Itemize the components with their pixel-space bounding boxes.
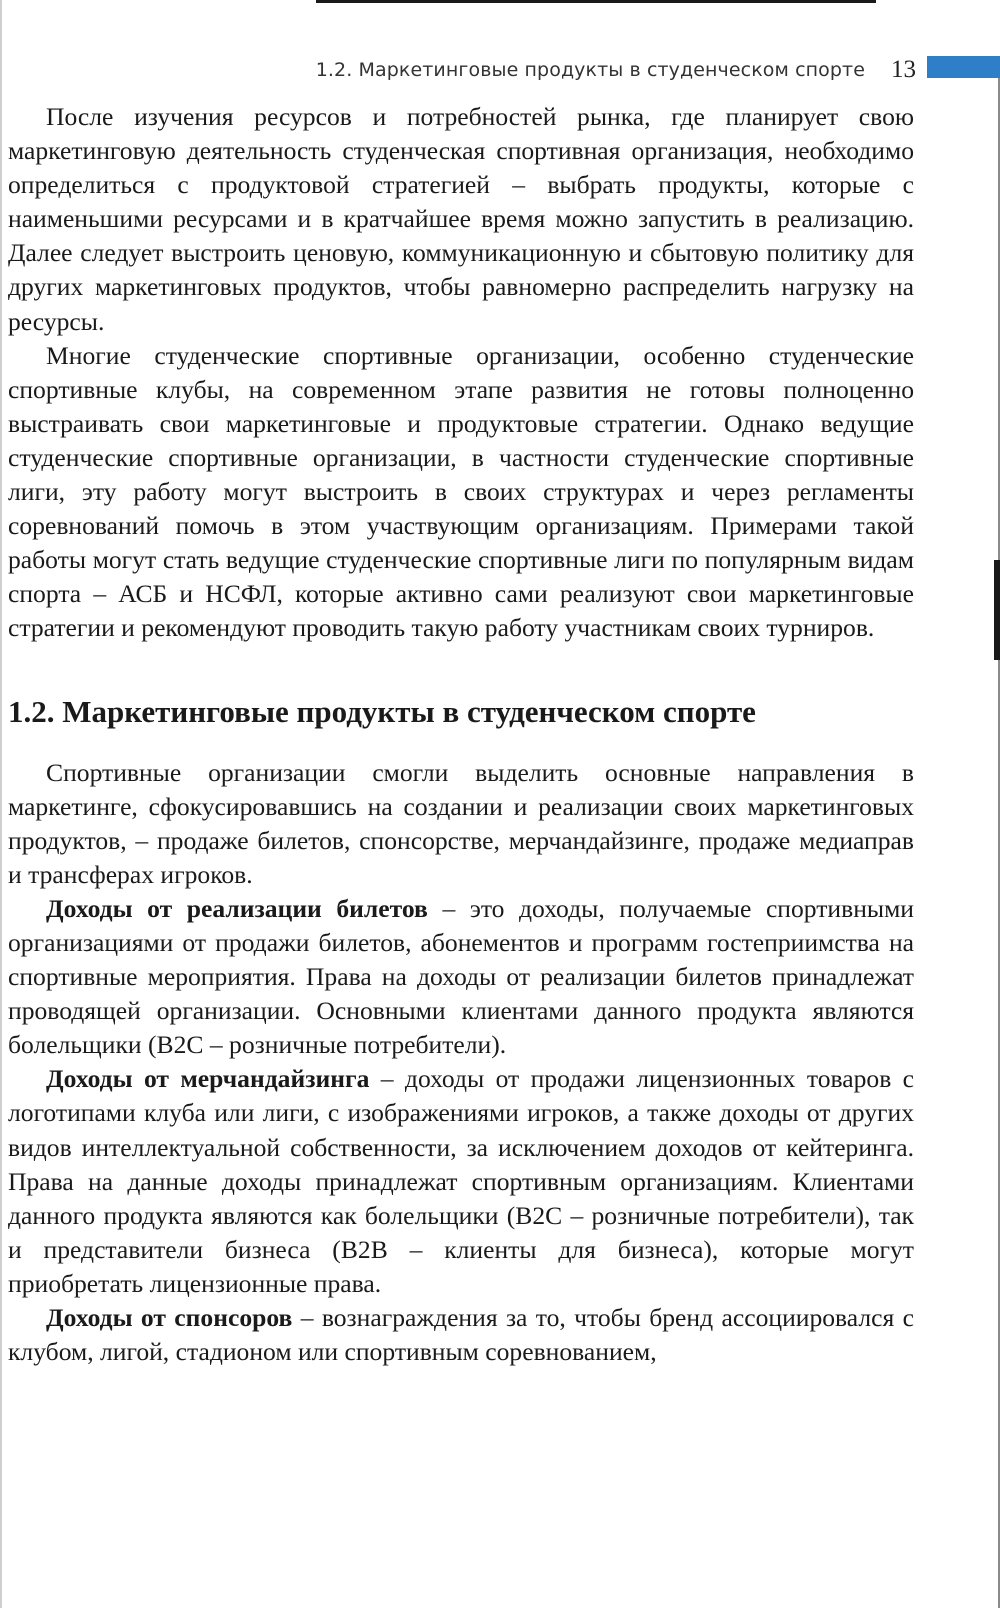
paragraph: Многие студенческие спортивные организации, особенно студенческие спортивные клубы, на современном этапе развития не готовы полноценно выстраивать свои маркетинговые и продуктовые стратегии. Однако ведущие студенческие спортивные организации, в частности студенческие спортивные лиги, эту работу могут выстроить в своих структурах и через регламенты соревнований помочь в этом участвующим организациям. Примерами такой работы могут стать ведущие студенческие спортивные лиги по популярным видам спорта – АСБ и НСФЛ, которые активно сами реализуют свои маркетинговые стратегии и рекомендуют проводить такую работу участникам своих турниров.	[8, 340, 914, 643]
chapter-tab-marker	[927, 56, 1000, 78]
top-rule	[316, 0, 876, 3]
definition-paragraph	[8, 892, 914, 1062]
left-page-edge	[0, 0, 2, 1608]
page-body	[8, 100, 914, 1369]
definition-paragraph	[8, 1301, 914, 1369]
page-header	[300, 54, 916, 86]
definition-term: Доходы от спонсоров	[46, 1303, 293, 1332]
section-heading: 1.2. Маркетинговые продукты в студенческом спорте	[8, 693, 756, 729]
definition-term: Доходы от реализации билетов	[46, 893, 428, 923]
section-intro: Спортивные организации смогли выделить основные направления в маркетинге, сфокусировавшись на создании и реализации своих маркетинговых продуктов, – продаже билетов, спонсорстве, мерчандайзинге, продаже медиаправ и трансферах игроков.	[8, 757, 914, 889]
page-number: 13	[891, 56, 916, 83]
paragraph: После изучения ресурсов и потребностей рынка, где планирует свою маркетинговую деятельность студенческая спортивная организация, необходимо определиться с продуктовой стратегией – выбрать продукты, которые с наименьшими ресурсами и в кратчайшее время можно запустить в реализацию. Далее следует выстроить ценовую, коммуникационную и сбытовую политику для других маркетинговых продуктов, чтобы равномерно распределить нагрузку на ресурсы.	[8, 102, 914, 336]
definition-text: – это доходы, получаемые спортивными организациями от продажи билетов, абонементов и программ гостеприимства на спортивные мероприятия. Права на доходы от реализации билетов принадлежат проводящей организации. Основными клиентами данного продукта являются болельщики (B2C – розничные потребители).	[8, 893, 915, 1060]
definition-text: – доходы от продажи лицензионных товаров с логотипами клуба или лиги, с изображениями игроков, а также доходы от других видов интеллектуальной собственности, за исключением доходов от кейтеринга. Права на данные доходы принадлежат спортивным организациям. Клиентами данного продукта являются как болельщики (B2C – розничные потребители), так и представители бизнеса (B2B – клиенты для бизнеса), которые могут приобретать лицензионные права.	[8, 1064, 914, 1298]
running-title: 1.2. Маркетинговые продукты в студенческом спорте	[315, 59, 865, 81]
definition-paragraph	[8, 1062, 914, 1301]
definition-text: – вознаграждения за то, чтобы бренд ассоциировался с клубом, лигой, стадионом или спортивным соревнованием,	[8, 1303, 914, 1367]
definition-term: Доходы от мерчандайзинга	[46, 1064, 370, 1094]
right-edge-mark	[994, 560, 1000, 660]
